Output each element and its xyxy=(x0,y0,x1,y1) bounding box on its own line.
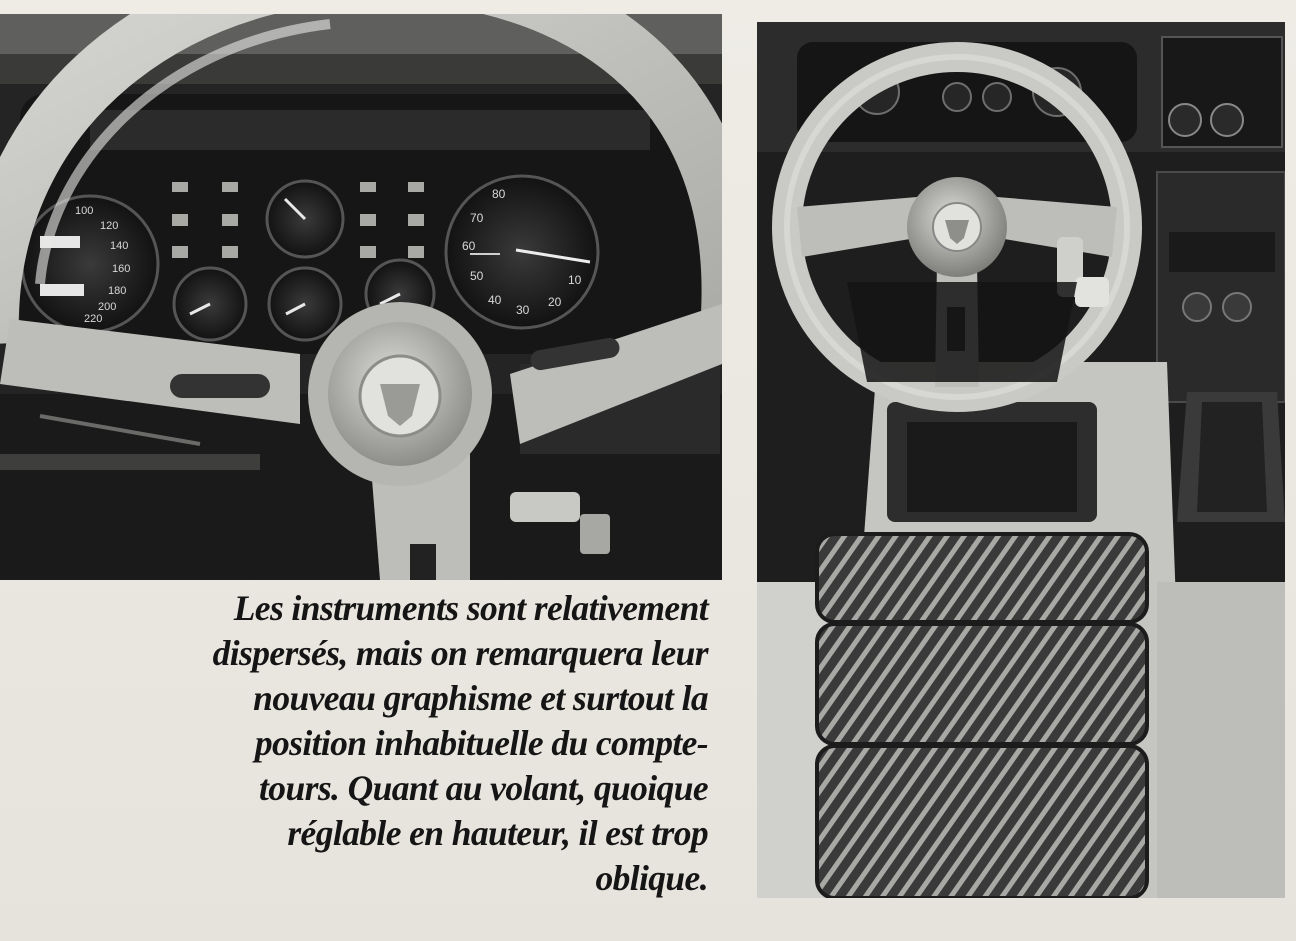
tach-tick: 30 xyxy=(516,303,530,317)
speed-tick: 180 xyxy=(108,285,127,297)
caption-line: nouveau graphisme et surtout la xyxy=(253,678,708,718)
fuel-gauge xyxy=(269,268,341,340)
speed-tick: 140 xyxy=(110,240,129,252)
caption-line: réglable en hauteur, il est trop xyxy=(287,813,708,853)
speed-tick: 100 xyxy=(75,205,94,217)
caption-line: tours. Quant au volant, quoique xyxy=(259,768,708,808)
dashboard-photo xyxy=(0,14,722,580)
tach-tick: 20 xyxy=(548,295,562,309)
speed-tick: 220 xyxy=(84,313,103,325)
tach-tick: 50 xyxy=(470,269,484,283)
gear-shift-boot xyxy=(1177,392,1285,522)
speed-tick: 120 xyxy=(100,220,119,232)
speed-tick: 200 xyxy=(98,301,117,313)
cabin-photo xyxy=(757,22,1285,898)
tach-tick: 10 xyxy=(568,273,582,287)
caption-line: oblique. xyxy=(595,858,708,898)
tachometer-gauge xyxy=(446,176,598,328)
seat xyxy=(757,534,1285,898)
caption-line: Les instruments sont relativement xyxy=(233,588,708,628)
tach-tick: 60 xyxy=(462,239,476,253)
tach-tick: 80 xyxy=(492,187,506,201)
photo-caption xyxy=(180,586,708,901)
tach-tick: 40 xyxy=(488,293,502,307)
tach-tick: 70 xyxy=(470,211,484,225)
caption-line: position inhabituelle du compte- xyxy=(254,723,708,763)
caption-line: dispersés, mais on remarquera leur xyxy=(212,633,708,673)
speed-tick: 160 xyxy=(112,263,131,275)
temperature-gauge xyxy=(174,268,246,340)
clock-gauge xyxy=(267,181,343,257)
